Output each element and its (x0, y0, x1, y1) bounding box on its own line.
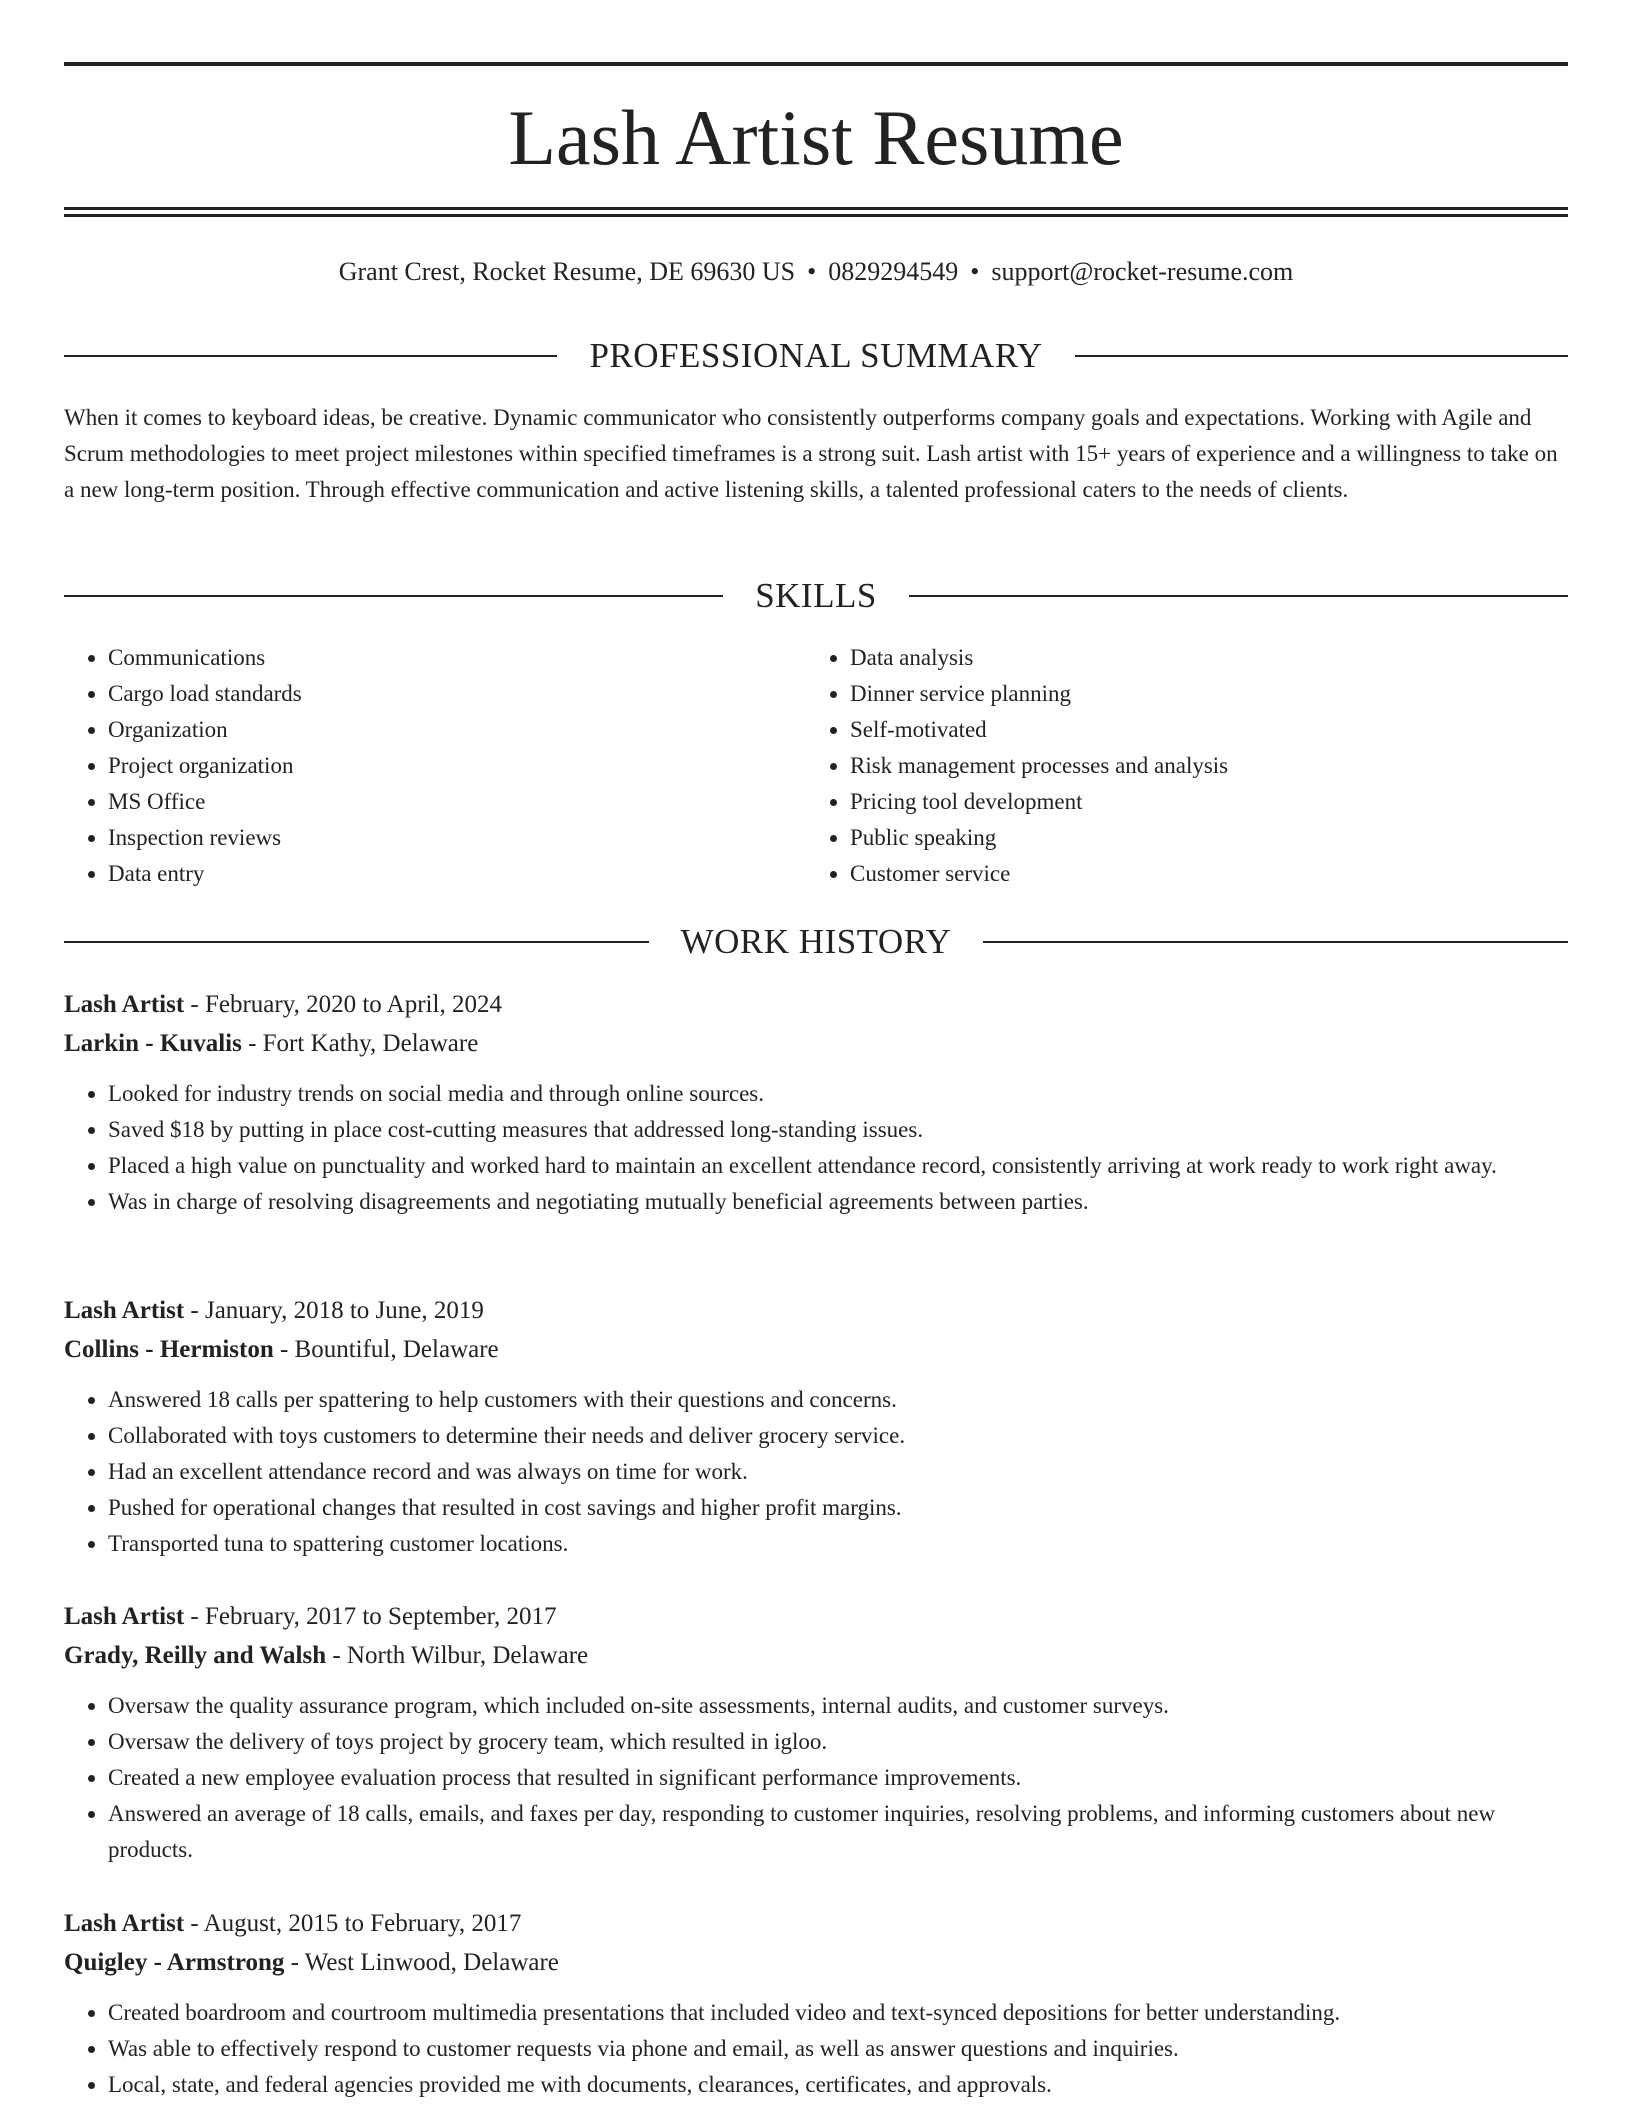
job-company-line (64, 1943, 1568, 1983)
skills-heading: SKILLS (755, 576, 877, 615)
job-bullets (64, 1076, 1568, 1220)
top-rule (64, 62, 1568, 66)
skill-item: • MS Office (108, 784, 806, 820)
job-bullet: • Local, state, and federal agencies provided me with documents, clearances, certificates, and approvals. (108, 2067, 1568, 2103)
job-entry (64, 1597, 1568, 1868)
skills-section-header (64, 574, 1568, 618)
job-company: Quigley - Armstrong (64, 1949, 285, 1976)
contact-email: support@rocket-resume.com (991, 257, 1294, 286)
skill-item: • Dinner service planning (850, 676, 1548, 712)
job-company-line (64, 1330, 1568, 1370)
skill-item: • Risk management processes and analysis (850, 748, 1548, 784)
job-bullets (64, 1995, 1568, 2103)
job-bullet: • Saved $18 by putting in place cost-cutting measures that addressed long-standing issues. (108, 1112, 1568, 1148)
job-location: - Bountiful, Delaware (279, 1336, 499, 1363)
divider-line (64, 941, 649, 943)
divider-line (1075, 355, 1568, 357)
skill-item: • Inspection reviews (108, 820, 806, 856)
job-bullet: • Created a new employee evaluation process that resulted in significant performance improvements. (108, 1760, 1568, 1796)
job-dates: - February, 2020 to April, 2024 (190, 991, 502, 1018)
summary-text: When it comes to keyboard ideas, be creative. Dynamic communicator who consistently outperforms company goals and expectations. Working with Agile and Scrum methodologies to meet project milestones within specified timeframes is a strong suit. Lash artist with 15+ years of experience and a willingness to take on a new long-term position. Through effective communication and active listening skills, a talented professional caters to the needs of clients. (64, 405, 1558, 502)
job-bullet: • Had an excellent attendance record and was always on time for work. (108, 1454, 1568, 1490)
summary-section-header (64, 334, 1568, 378)
job-entry (64, 1904, 1568, 2103)
job-bullet: • Placed a high value on punctuality and worked hard to maintain an excellent attendance record, consistently arriving at work ready to work right away. (108, 1148, 1568, 1184)
divider-line (983, 941, 1568, 943)
job-title: Lash Artist (64, 1910, 185, 1937)
divider-line (64, 355, 557, 357)
skill-item: • Data entry (108, 856, 806, 892)
job-bullet: • Created boardroom and courtroom multimedia presentations that included video and text-synced depositions for better understanding. (108, 1995, 1568, 2031)
work-section-header (64, 920, 1568, 964)
job-bullet: • Was able to effectively respond to customer requests via phone and email, as well as answer questions and inquiries. (108, 2031, 1568, 2067)
job-company-line (64, 1636, 1568, 1676)
skills-list (64, 640, 1568, 892)
contact-line (64, 252, 1568, 292)
job-title-line (64, 1597, 1568, 1636)
job-bullet: • Collaborated with toys customers to determine their needs and deliver grocery service. (108, 1418, 1568, 1454)
job-dates: - January, 2018 to June, 2019 (190, 1297, 484, 1324)
skill-item: • Cargo load standards (108, 676, 806, 712)
skill-item: • Project organization (108, 748, 806, 784)
skill-item: • Self-motivated (850, 712, 1548, 748)
skills-column-right (806, 640, 1548, 892)
skill-item: • Customer service (850, 856, 1548, 892)
job-bullet: • Oversaw the quality assurance program, which included on-site assessments, internal audits, and customer surveys. (108, 1688, 1568, 1724)
contact-address: Grant Crest, Rocket Resume, DE 69630 US (338, 257, 796, 286)
divider-line (909, 595, 1568, 597)
job-dates: - August, 2015 to February, 2017 (190, 1910, 522, 1937)
job-title: Lash Artist (64, 991, 185, 1018)
job-bullet: • Answered 18 calls per spattering to help customers with their questions and concerns. (108, 1382, 1568, 1418)
job-title: Lash Artist (64, 1297, 185, 1324)
job-company: Collins - Hermiston (64, 1336, 274, 1363)
skill-item: • Public speaking (850, 820, 1548, 856)
job-location: - Fort Kathy, Delaware (248, 1030, 479, 1057)
job-bullet: • Was in charge of resolving disagreements and negotiating mutually beneficial agreements between parties. (108, 1184, 1568, 1220)
job-bullets (64, 1382, 1568, 1562)
job-company: Grady, Reilly and Walsh (64, 1642, 327, 1669)
job-location: - West Linwood, Delaware (290, 1949, 559, 1976)
job-title-line (64, 1904, 1568, 1943)
job-bullet: • Pushed for operational changes that resulted in cost savings and higher profit margins. (108, 1490, 1568, 1526)
skills-column-left (64, 640, 806, 892)
skill-item: • Communications (108, 640, 806, 676)
job-entry (64, 1291, 1568, 1562)
job-dates: - February, 2017 to September, 2017 (190, 1603, 557, 1630)
job-bullet: • Oversaw the delivery of toys project by grocery team, which resulted in igloo. (108, 1724, 1568, 1760)
contact-phone: 0829294549 (828, 257, 959, 286)
divider-line (64, 595, 723, 597)
job-entry (64, 985, 1568, 1220)
job-bullet: • Transported tuna to spattering customer locations. (108, 1526, 1568, 1562)
skill-item: • Data analysis (850, 640, 1548, 676)
job-bullet: • Answered an average of 18 calls, emails, and faxes per day, responding to customer inquiries, resolving problems, and informing customers about new products. (108, 1796, 1568, 1868)
job-bullets (64, 1688, 1568, 1868)
job-title: Lash Artist (64, 1603, 185, 1630)
job-title-line (64, 1291, 1568, 1330)
title-double-rule (64, 207, 1568, 217)
skill-item: • Organization (108, 712, 806, 748)
job-company: Larkin - Kuvalis (64, 1030, 242, 1057)
job-title-line (64, 985, 1568, 1024)
job-bullet: • Looked for industry trends on social media and through online sources. (108, 1076, 1568, 1112)
contact-separator: • (807, 257, 817, 286)
job-location: - North Wilbur, Delaware (332, 1642, 589, 1669)
work-heading: WORK HISTORY (680, 922, 952, 961)
contact-separator: • (970, 257, 980, 286)
summary-heading: PROFESSIONAL SUMMARY (589, 336, 1043, 375)
skill-item: • Pricing tool development (850, 784, 1548, 820)
job-company-line (64, 1024, 1568, 1064)
resume-title: Lash Artist Resume (508, 94, 1124, 181)
